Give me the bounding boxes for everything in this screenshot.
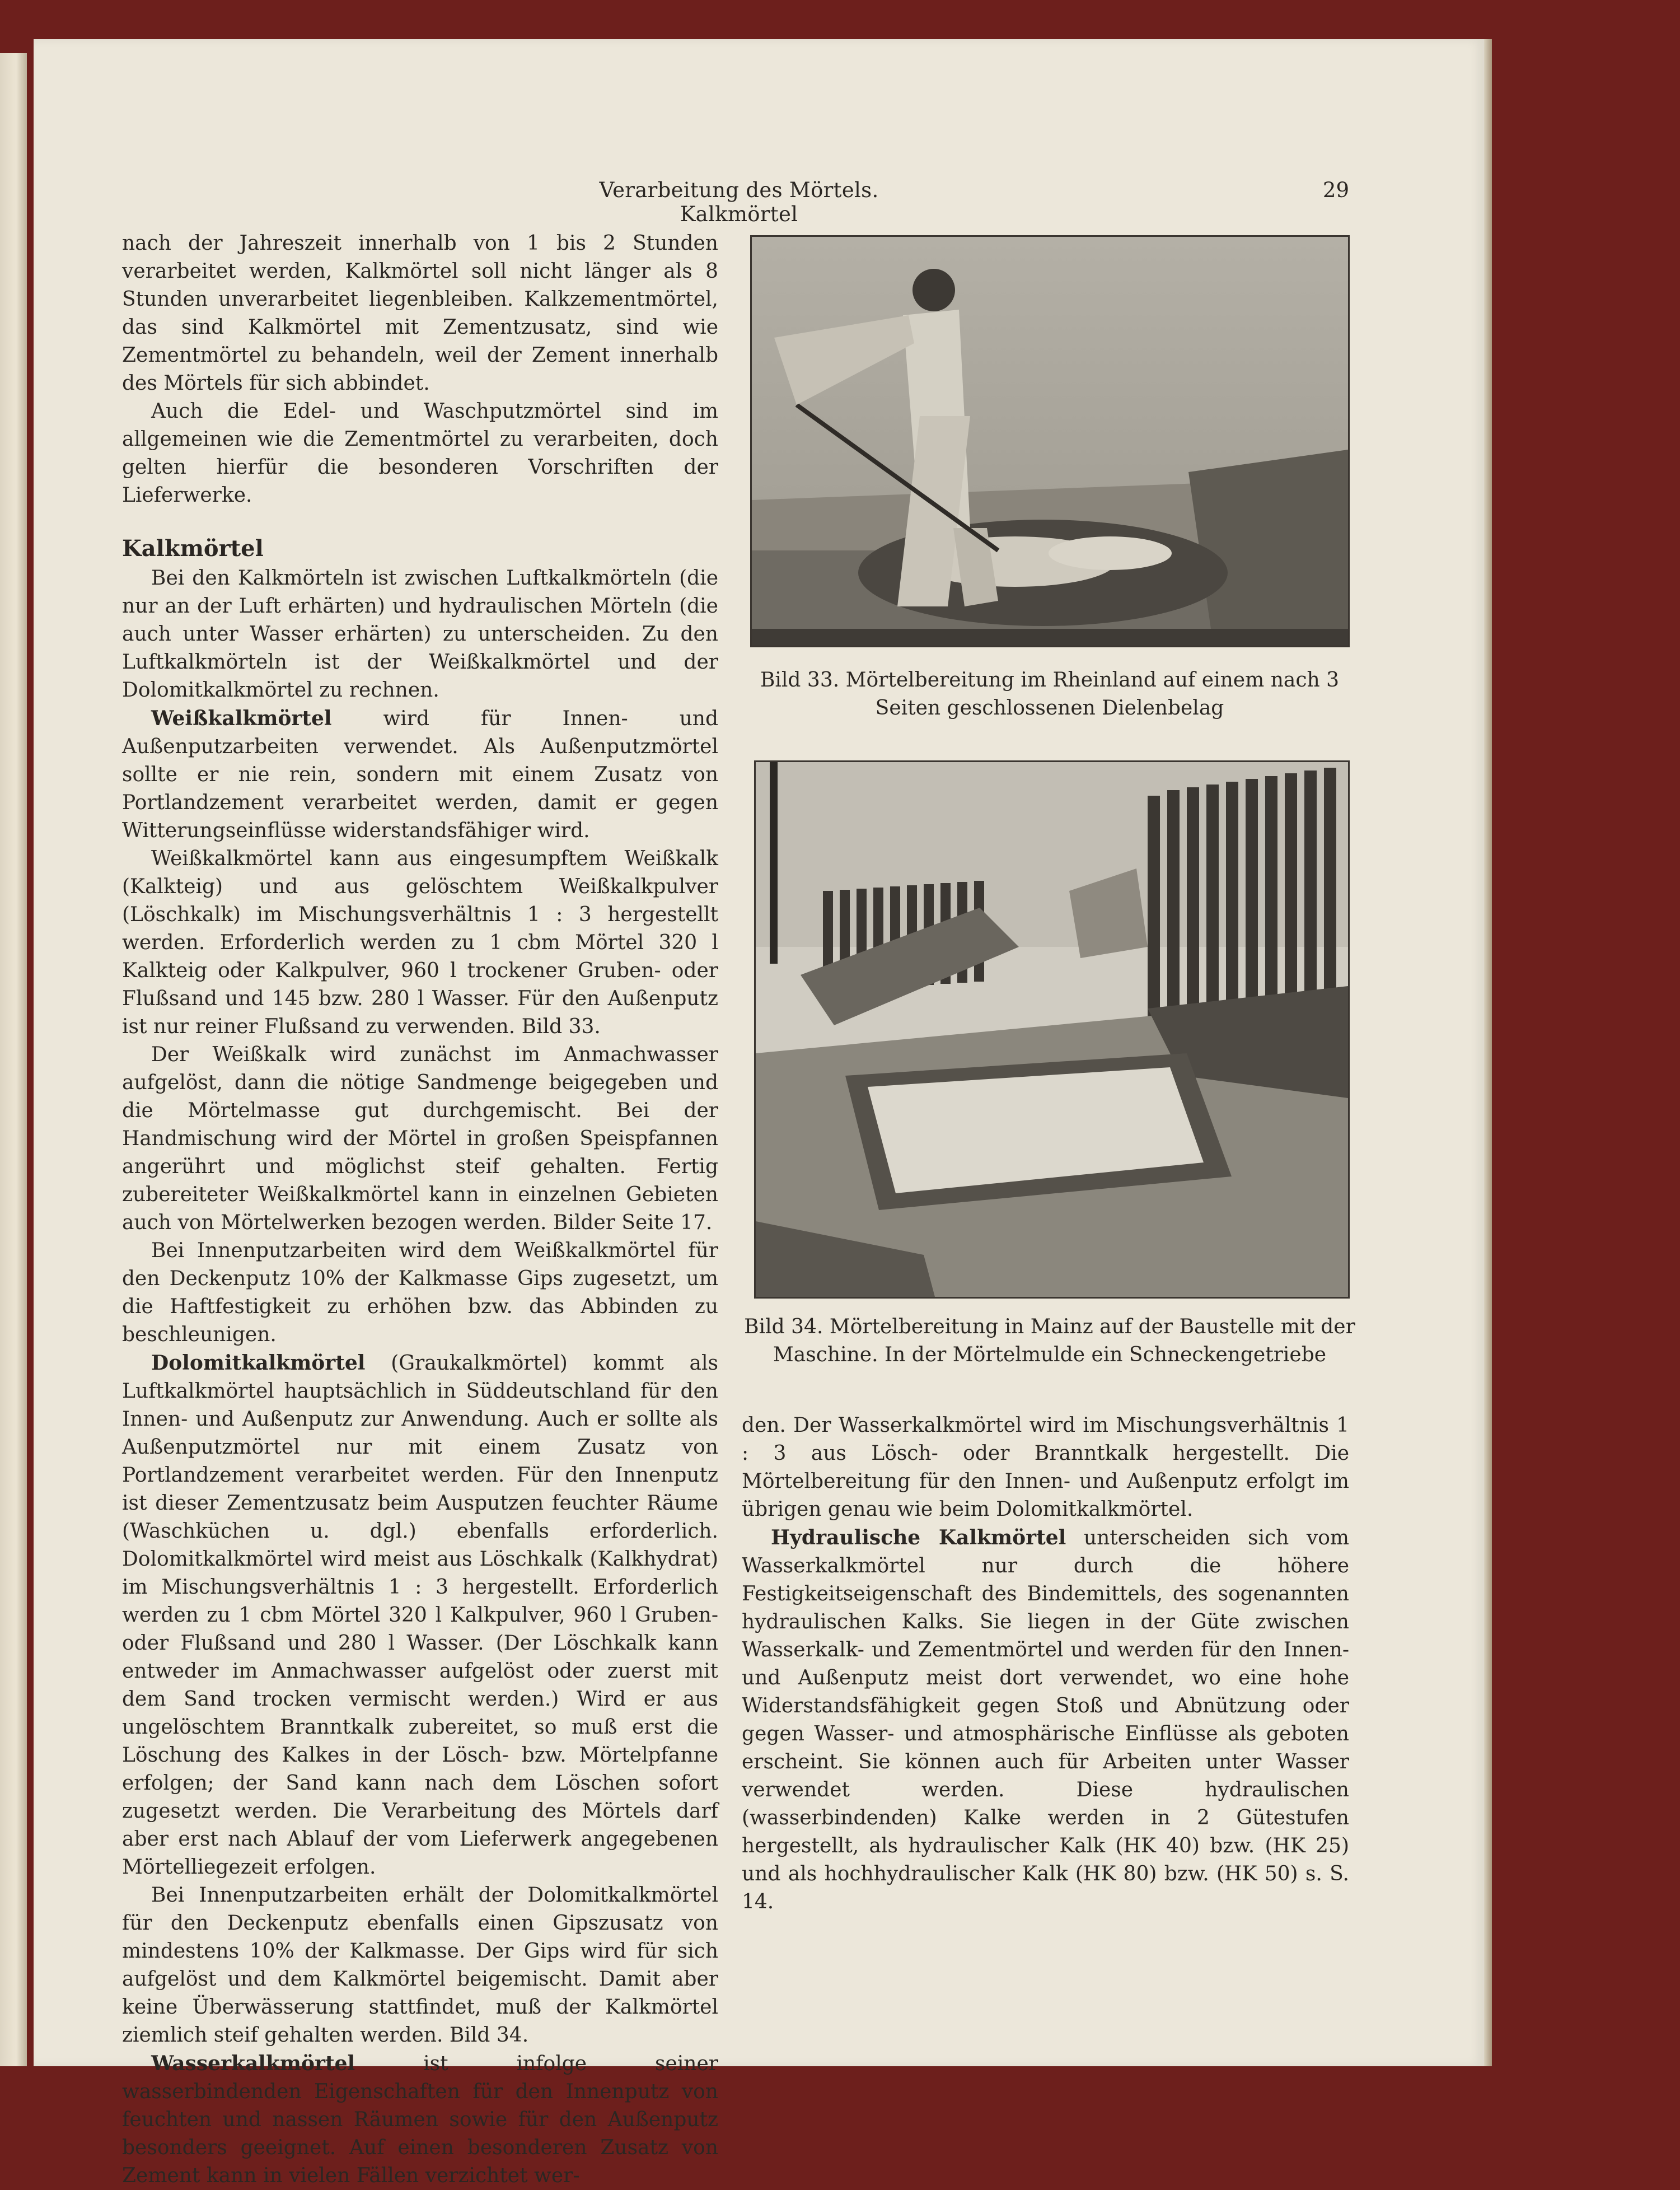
- paragraph-text: unterscheiden sich vom Wasserkalkmörtel nur durch die höhere Festigkeitseigenschaft des Bindemittels, des sogenannten hydraulischen Kalks. Sie liegen in der Güte zwischen Wasserkalk- und Zementmörtel und werden für den Innen- und Außenputz meist dort verwendet, wo eine hohe Widerstandsfähigkeit gegen Stoß und Abnützung oder gegen Wasser- und atmosphärische Einflüsse als geboten erscheint. Sie können auch für Arbeiten unter Wasser verwendet werden. Diese hydraulischen (wasserbindenden) Kalke werden in 2 Gütestufen hergestellt, als hydraulischer Kalk (HK 40) bzw. (HK 25) und als hochhydraulischer Kalk (HK 80) bzw. (HK 50) s. S. 14.: [742, 1526, 1350, 1913]
- paragraph: Der Weißkalk wird zunächst im Anmachwasser aufgelöst, dann die nötige Sandmenge beigegeben und die Mörtelmasse gut durchgemischt. Bei der Handmischung wird der Mörtel in großen Speispfannen angerührt und möglichst steif gehalten. Fertig zubereiteter Weißkalkmörtel kann in einzelnen Gebieten auch von Mörtelwerken bezogen werden. Bilder Seite 17.: [122, 1043, 718, 1234]
- paragraph: Bei den Kalkmörteln ist zwischen Luftkalkmörteln (die nur an der Luft erhärten) und hydraulischen Mörteln (die auch unter Wasser erhärten) zu unterscheiden. Zu den Luftkalkmörteln ist der Weißkalkmörtel und der Dolomitkalkmörtel zu rechnen.: [122, 567, 718, 702]
- paragraph: Bei Innenputzarbeiten erhält der Dolomitkalkmörtel für den Deckenputz ebenfalls einen Gipszusatz von mindestens 10% der Kalkmasse. Der Gips wird für sich aufgelöst und dem Kalkmörtel beigemischt. Damit aber keine Überwässerung stattfindet, muß der Kalkmörtel ziemlich steif gehalten werden. Bild 34.: [122, 1884, 718, 2047]
- right-text-column: [742, 1412, 1349, 1916]
- paragraph-text: (Graukalkmörtel) kommt als Luftkalkmörtel hauptsächlich in Süddeutschland für den Innen- und Außenputz zur Anwendung. Auch er sollte als Außenputzmörtel nur mit einem Zusatz von Portlandzement verarbeitet werden. Für den Innenputz ist dieser Zementzusatz beim Ausputzen feuchter Räume (Waschküchen u. dgl.) ebenfalls erforderlich. Dolomitkalkmörtel wird meist aus Löschkalk (Kalkhydrat) im Mischungsverhältnis 1 : 3 hergestellt. Erforderlich werden zu 1 cbm Mörtel 320 l Kalkpulver, 960 l Gruben- oder Flußsand und 280 l Wasser. (Der Löschkalk kann entweder im Anmachwasser aufgelöst oder zuerst mit dem Sand trocken vermischt werden.) Wird er aus ungelöschtem Branntkalk zubereitet, so muß erst die Löschung des Kalkes in der Lösch- bzw. Mörtelpfanne erfolgen; der Sand kann nach dem Löschen sofort zugesetzt werden. Die Verarbeitung des Mörtels darf aber erst nach Ablauf der vom Lieferwerk angegebenen Mörtelliegezeit erfolgen.: [122, 1352, 718, 1879]
- left-text-column: [122, 230, 718, 2190]
- term-weisskalkmoertel: Weißkalkmörtel: [151, 707, 332, 730]
- paragraph: [122, 704, 718, 845]
- caption-bild-34: Bild 34. Mörtelbereitung in Mainz auf der Baustelle mit der Maschine. In der Mörtelmulde ein Schneckengetriebe: [744, 1315, 1355, 1366]
- paragraph-text: wird für Innen- und Außenputzarbeiten verwendet. Als Außenputzmörtel sollte er nie rein, sondern mit einem Zusatz von Portlandzement verarbeitet werden, damit er gegen Witterungseinflüsse widerstandsfähiger wird.: [122, 707, 718, 842]
- paragraph: Bei Innenputzarbeiten wird dem Weißkalkmörtel für den Deckenputz 10% der Kalkmasse Gips zugesetzt, um die Haftfestigkeit zu erhöhen bzw. das Abbinden zu beschleunigen.: [122, 1239, 718, 1346]
- term-hydraulische-kalkmoertel: Hydraulische Kalkmörtel: [771, 1526, 1066, 1549]
- paragraph: den. Der Wasserkalkmörtel wird im Mischungsverhältnis 1 : 3 aus Lösch- oder Branntkalk hergestellt. Die Mörtelbereitung für den Innen- und Außenputz erfolgt im übrigen genau wie beim Dolomitkalkmörtel.: [742, 1414, 1349, 1521]
- paragraph: [122, 1349, 718, 1881]
- paragraph: nach der Jahreszeit innerhalb von 1 bis 2 Stunden verarbeitet werden, Kalkmörtel soll nicht länger als 8 Stunden unverarbeitet liegenbleiben. Kalkzementmörtel, das sind Kalkmörtel mit Zementzusatz, sind wie Zementmörtel zu behandeln, weil der Zement innerhalb des Mörtels für sich abbindet.: [122, 232, 718, 395]
- paragraph: Auch die Edel- und Waschputzmörtel sind im allgemeinen wie die Zementmörtel zu verarbeiten, doch gelten hierfür die besonderen Vorschriften der Lieferwerke.: [122, 400, 718, 507]
- term-wasserkalkmoertel: Wasserkalkmörtel: [151, 2052, 355, 2075]
- paragraph: [742, 1524, 1349, 1916]
- page-stack-edge: [1484, 39, 1492, 2066]
- term-dolomitkalkmoertel: Dolomitkalkmörtel: [151, 1351, 366, 1375]
- page-number: 29: [1322, 178, 1349, 202]
- section-heading: Kalkmörtel: [122, 535, 264, 562]
- paragraph: [122, 2049, 718, 2190]
- previous-page-edge: [0, 53, 27, 2066]
- running-title: Verarbeitung des Mörtels. Kalkmörtel: [599, 178, 879, 226]
- caption-bild-33: Bild 33. Mörtelbereitung im Rheinland auf einem nach 3 Seiten geschlossenen Dielenbelag: [760, 669, 1340, 720]
- paragraph-text: ist infolge seiner wasserbindenden Eigenschaften für den Innenputz von feuchten und nassen Räumen sowie für den Außenputz besonders geeignet. Auf einen besonderen Zusatz von Zement kann in vielen Fällen verzichtet wer-: [122, 2052, 718, 2187]
- photo-bild-34: [754, 760, 1350, 1299]
- photo-bild-33: [750, 235, 1350, 647]
- paragraph: Weißkalkmörtel kann aus eingesumpftem Weißkalk (Kalkteig) und aus gelöschtem Weißkalkpulver (Löschkalk) im Mischungsverhältnis 1 : 3 hergestellt werden. Erforderlich werden zu 1 cbm Mörtel 320 l Kalkteig oder Kalkpulver, 960 l trockener Gruben- oder Flußsand und 145 bzw. 280 l Wasser. Für den Außenputz ist nur reiner Flußsand zu verwenden. Bild 33.: [122, 847, 718, 1038]
